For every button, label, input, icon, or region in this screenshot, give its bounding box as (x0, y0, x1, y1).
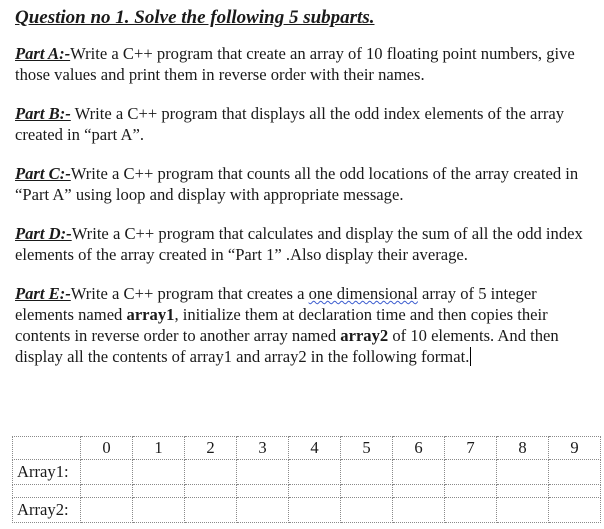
array1-row (13, 460, 601, 485)
index-cell: 5 (341, 437, 393, 460)
part-d-text: Write a C++ program that calculates and display the sum of all the odd index elements of the array created in “Part 1” .Also display their average. (15, 224, 583, 264)
array1-cell (289, 460, 341, 485)
part-b-label: Part B:- (15, 104, 71, 123)
index-cell: 3 (237, 437, 289, 460)
spacer-cell (133, 485, 185, 498)
array1-row-label: Array1: (13, 460, 81, 485)
array1-cell (185, 460, 237, 485)
question-heading: Question no 1. Solve the following 5 subparts. (15, 7, 375, 28)
index-row (13, 437, 601, 460)
spellcheck-underlined-term: one dimensional (308, 284, 418, 303)
part-d-label: Part D:- (15, 224, 72, 243)
array1-name: array1 (126, 305, 175, 324)
spacer-cell (289, 485, 341, 498)
spacer-row (13, 485, 601, 498)
part-a-text: Write a C++ program that create an array of 10 floating point numbers, give those values and print them in reverse order with their names. (15, 44, 575, 84)
spacer-cell (393, 485, 445, 498)
spacer-cell (81, 485, 133, 498)
part-c-text: Write a C++ program that counts all the odd locations of the array created in “Part A” using loop and display with appropriate message. (15, 164, 579, 204)
array2-cell (237, 498, 289, 523)
index-cell: 1 (133, 437, 185, 460)
array1-cell (445, 460, 497, 485)
part-c (15, 163, 598, 205)
array1-cell (549, 460, 601, 485)
part-e-text-1: Write a C++ program that creates a (70, 284, 309, 303)
part-a-label: Part A:- (15, 44, 71, 63)
part-c-label: Part C:- (15, 164, 71, 183)
array2-cell (497, 498, 549, 523)
format-table (12, 436, 601, 523)
text-cursor (470, 347, 471, 366)
array1-cell (393, 460, 445, 485)
array1-cell (237, 460, 289, 485)
array2-cell (445, 498, 497, 523)
part-e-label: Part E:- (15, 284, 71, 303)
array2-row (13, 498, 601, 523)
spacer-cell (341, 485, 393, 498)
array1-cell (497, 460, 549, 485)
array1-cell (133, 460, 185, 485)
array2-cell (185, 498, 237, 523)
part-e-text-2: array of 5 integer elements named (15, 284, 537, 324)
spacer-cell (237, 485, 289, 498)
spacer-cell (549, 485, 601, 498)
index-cell: 9 (549, 437, 601, 460)
spacer-cell (445, 485, 497, 498)
document-page (10, 6, 598, 385)
array2-cell (133, 498, 185, 523)
part-e (15, 283, 598, 367)
array2-cell (341, 498, 393, 523)
array1-cell (81, 460, 133, 485)
index-cell: 2 (185, 437, 237, 460)
array2-name: array2 (340, 326, 389, 345)
index-cell: 8 (497, 437, 549, 460)
part-e-text-3: , initialize them at declaration time and then copies their contents in reverse order to another array named (15, 305, 548, 345)
array2-cell (393, 498, 445, 523)
index-cell: 7 (445, 437, 497, 460)
array2-row-label: Array2: (13, 498, 81, 523)
array1-cell (341, 460, 393, 485)
array2-cell (81, 498, 133, 523)
spacer-cell (13, 485, 81, 498)
part-a (15, 43, 598, 85)
array2-cell (289, 498, 341, 523)
corner-cell (13, 437, 81, 460)
array2-cell (549, 498, 601, 523)
spacer-cell (185, 485, 237, 498)
part-d (15, 223, 598, 265)
part-b (15, 103, 598, 145)
part-e-text-4: of 10 elements. And then display all the contents of array1 and array2 in the following format. (15, 326, 559, 366)
index-cell: 4 (289, 437, 341, 460)
part-b-text: Write a C++ program that displays all the odd index elements of the array created in “part A”. (15, 104, 565, 144)
spacer-cell (497, 485, 549, 498)
index-cell: 0 (81, 437, 133, 460)
index-cell: 6 (393, 437, 445, 460)
